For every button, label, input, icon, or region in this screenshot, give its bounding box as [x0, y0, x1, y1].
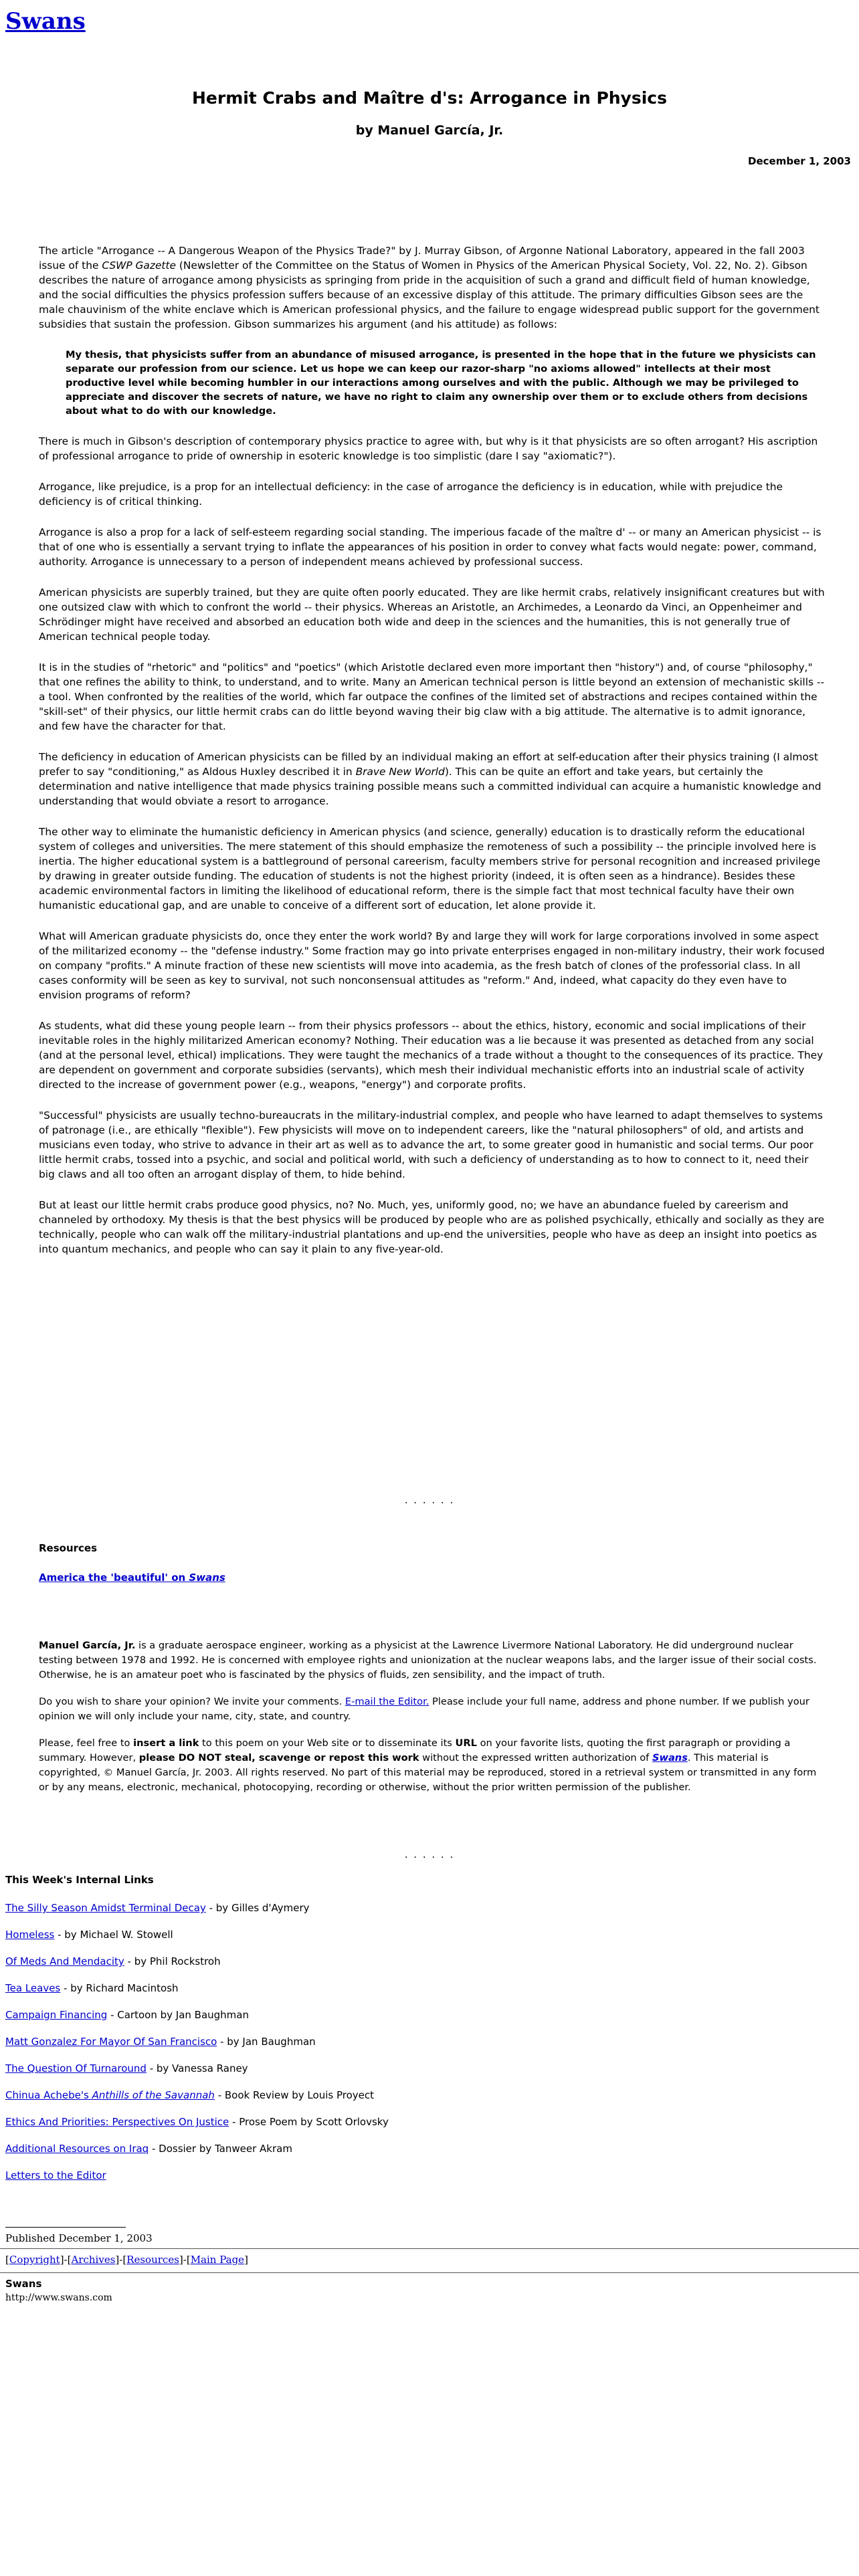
byline: by Manuel García, Jr.	[355, 123, 504, 138]
internal-link[interactable]: Tea Leaves	[5, 1982, 61, 1994]
paragraph-6: It is in the studies of "rhetoric" and "politics" and "poetics" (which Aristotle declared even more important then "history") and, of course "philosophy," that one refines the ability to think, to understand, and to write. Many an American technical person is little beyond an extension of mechanistic skills -- a tool. When confronted by the realities of the world, which far outpace the confines of the limited set of abstractions and recipes contained within the "skill-set" of their physics, our little hermit crabs can do little beyond waving their big claw with a big attitude. The alternative is to admit ignorance, and few have the character for that.	[39, 661, 825, 732]
footer-link-main-page[interactable]: Main Page	[190, 2254, 245, 2266]
author-name: Manuel García, Jr.	[39, 1640, 136, 1651]
author-bio: Manuel García, Jr. is a graduate aerospace engineer, working as a physicist at the Lawrence Livermore National Laboratory. He did underground nuclear testing between 1978 and 1992. He is concerned with employee rights and unionization at the nuclear weapons labs, and the larger issue of their social costs. Otherwise, he is an amateur poet who is fascinated by the physics of fluids, zen sensibility, and the impact of truth.	[39, 1640, 817, 1681]
resource-link[interactable]: America the 'beautiful' on Swans	[39, 1572, 225, 1584]
internal-link[interactable]: Letters to the Editor	[5, 2169, 106, 2181]
paragraph-11: "Successful" physicists are usually techno-bureaucrats in the military-industrial complex, and people who have learned to adapt themselves to systems of patronage (i.e., are ethically "flexible"). Few physicists will move on to independent careers, like the "natural philosophers" of old, and artists and musicians even today, who strive to advance in their art as well as to advance the art, to some greater good in humanistic and social terms. Our poor little hermit crabs, tossed into a psychic, and social and political world, with such a deficiency of understanding as to how to connect to it, need their big claws and all too often an arrogant display of them, to hide behind.	[39, 1109, 823, 1180]
paragraph-10: As students, what did these young people learn -- from their physics professors -- about the ethics, history, economic and social implications of their inevitable roles in the highly militarized American economy? Nothing. Their education was a lie because it was presented as detached from any social (and at the personal level, ethical) implications. They were taught the mechanics of a trade without a thought to the consequences of its practice. They are dependent on government and corporate subsidies (servants), which mesh their individual mechanistic efforts into an industrial scale of activity directed to the increase of government power (e.g., weapons, "energy") and corporate profits.	[39, 1020, 824, 1091]
paragraph-1: The article "Arrogance -- A Dangerous Weapon of the Physics Trade?" by J. Murray Gibson, of Argonne National Laboratory, appeared in the fall 2003 issue of the CSWP Gazette (Newsletter of the Committee on the Status of Women in Physics of the American Physical Society, Vol. 22, No. 2). Gibson describes the nature of arrogance among physicists as springing from pride in the acquisition of such a grand and difficult field of human knowledge, and the social difficulties the physics profession suffers because of an excessive display of this attitude. The primary difficulties Gibson sees are the male chauvinism of the white enclave which is American professional physics, and the failure to engage widespread public support for the government subsidies that sustain the profession. Gibson summarizes his argument (and his attitude) as follows:	[39, 245, 820, 330]
paragraph-3: Arrogance, like prejudice, is a prop for an intellectual deficiency: in the case of arrogance the deficiency is in education, while with prejudice the deficiency is of critical thinking.	[39, 481, 783, 508]
list-item	[5, 2168, 389, 2195]
divider	[0, 2248, 859, 2249]
list-item: Ethics And Priorities: Perspectives On Justice - Prose Poem by Scott Orlovsky	[5, 2116, 389, 2128]
list-item: Matt Gonzalez For Mayor Of San Francisco - by Jan Baughman	[5, 2036, 316, 2048]
gazette-title: CSWP Gazette	[102, 259, 176, 272]
internal-link[interactable]: The Question Of Turnaround	[5, 2062, 147, 2074]
list-item: Campaign Financing - Cartoon by Jan Baughman	[5, 2009, 249, 2021]
internal-link[interactable]: Campaign Financing	[5, 2009, 108, 2021]
paragraph-12: But at least our little hermit crabs produce good physics, no? No. Much, yes, uniformly good, no; we have an abundance fueled by careerism and channeled by orthodoxy. My thesis is that the best physics will be produced by people who are as polished psychically, ethically and socially as they are technically, people who can walk off the military-industrial plantations and up-end the universities, people who have as deep an insight into poetics as into quantum mechanics, and people who can say it plain to any five-year-old.	[39, 1199, 825, 1255]
footer-link-copyright[interactable]: Copyright	[9, 2254, 60, 2266]
internal-link[interactable]: The Silly Season Amidst Terminal Decay	[5, 1902, 206, 1914]
internal-links-list	[5, 1901, 389, 2195]
internal-links-heading: This Week's Internal Links	[5, 1874, 154, 1886]
article-title: Hermit Crabs and Maître d's: Arrogance in Physics	[191, 88, 668, 108]
footer-link-resources[interactable]: Resources	[126, 2254, 179, 2266]
internal-link[interactable]: Matt Gonzalez For Mayor Of San Francisco	[5, 2036, 217, 2048]
paragraph-5: American physicists are superbly trained, but they are quite often poorly educated. They are like hermit crabs, relatively insignificant creatures but with one outsized claw with which to confront the world -- their physics. Whereas an Aristotle, an Archimedes, a Leonardo da Vinci, an Oppenheimer and Schrödinger might have received and absorbed an education both wide and deep in the sciences and the humanities, this is not generally true of American technical people today.	[39, 586, 825, 643]
email-editor-link[interactable]: E-mail the Editor.	[345, 1696, 430, 1707]
published-date: Published December 1, 2003	[5, 2232, 153, 2244]
block-quote: My thesis, that physicists suffer from an abundance of misused arrogance, is presented in the hope that in the future we physicists can separate our profession from our science. Let us hope we can keep our razor-sharp "no axioms allowed" intellects at their most productive level while becoming humbler in our interactions among ourselves and with the public. Although we may be privileged to appreciate and discover the secrets of nature, we have no right to claim any ownership over them or to exclude others from decisions about what to do with our knowledge.	[66, 349, 816, 417]
section-separator-2: . . . . . .	[404, 1848, 455, 1860]
list-item: Homeless - by Michael W. Stowell	[5, 1929, 173, 1941]
footer-url: http://www.swans.com	[5, 2292, 112, 2303]
internal-link[interactable]: Of Meds And Mendacity	[5, 1955, 124, 1967]
paragraph-8: The other way to eliminate the humanistic deficiency in American physics (and science, generally) education is to drastically reform the educational system of colleges and universities. The mere statement of this should emphasize the remoteness of such a possibility -- the principle involved here is inertia. The higher educational system is a battleground of personal careerism, faculty members strive for personal recognition and increased privilege by drawing in greater outside funding. The education of students is not the highest priority (indeed, it is often seen as a hindrance). Besides these academic environmental factors in limiting the likelihood of educational reform, there is the simple fact that most technical faculty have their own humanistic educational gap, and are unable to conceive of a different sort of education, let alone provide it.	[39, 826, 821, 911]
list-item: Of Meds And Mendacity - by Phil Rockstroh	[5, 1955, 221, 1967]
author-info	[39, 1638, 825, 1807]
internal-link[interactable]: Homeless	[5, 1929, 55, 1941]
list-item: Tea Leaves - by Richard Macintosh	[5, 1982, 179, 1994]
internal-link[interactable]: Additional Resources on Iraq	[5, 2143, 149, 2155]
list-item: The Silly Season Amidst Terminal Decay - by Gilles d'Aymery	[5, 1902, 310, 1914]
internal-link[interactable]: Chinua Achebe's Anthills of the Savannah	[5, 2089, 215, 2101]
paragraph-9: What will American graduate physicists do, once they enter the work world? By and large they will work for large corporations involved in some aspect of the militarized economy -- the "defense industry." Some fraction may go into private enterprises engaged in non-military industry, their work focused on company "profits." A minute fraction of these new scientists will move into academia, as the fresh batch of clones of the professorial class. In all cases conformity will be seen as key to survival, not such nonconsensual attitudes as "reform." And, indeed, what capacity do they even have to envision programs of reform?	[39, 930, 825, 1001]
footer-link-archives[interactable]: Archives	[71, 2254, 116, 2266]
section-separator: . . . . . .	[404, 1494, 455, 1506]
list-item: Chinua Achebe's Anthills of the Savannah - Book Review by Louis Proyect	[5, 2089, 374, 2101]
list-item: Additional Resources on Iraq - Dossier by Tanweer Akram	[5, 2143, 292, 2155]
list-item: The Question Of Turnaround - by Vanessa Raney	[5, 2062, 248, 2074]
publication-date: December 1, 2003	[748, 155, 851, 167]
book-title: Brave New World	[355, 766, 445, 778]
rights-notice: Please, feel free to insert a link to this poem on your Web site or to disseminate its URL on your favorite lists, quoting the first paragraph or providing a summary. However, please DO NOT steal, scavenge or repost this work without the expressed written authorization of Swans. This material is copyrighted, © Manuel García, Jr. 2003. All rights reserved. No part of this material may be reproduced, stored in a retrieval system or transmitted in any form or by any means, electronic, mechanical, photocopying, recording or otherwise, without the prior written permission of the publisher.	[39, 1737, 817, 1793]
article-body	[39, 243, 825, 1273]
paragraph-2: There is much in Gibson's description of contemporary physics practice to agree with, but why is it that physicists are so often arrogant? His ascription of professional arrogance to pride of ownership in esoteric knowledge is too simplistic (dare I say "axiomatic?").	[39, 435, 818, 462]
footer-nav: [Copyright]-[Archives]-[Resources]-[Main Page]	[5, 2254, 248, 2266]
divider-2	[0, 2272, 859, 2273]
paragraph-7: The deficiency in education of American physicists can be filled by an individual making an effort at self-education after their physics training (I almost prefer to say "conditioning," as Aldous Huxley described it in Brave New World). This can be quite an effort and take years, but certainly the determination and native intelligence that made physics training possible means such a committed individual can acquire a humanistic knowledge and understanding that would obviate a resort to arrogance.	[39, 751, 822, 807]
site-logo-link[interactable]: Swans	[5, 8, 86, 35]
share-opinion: Do you wish to share your opinion? We invite your comments. E-mail the Editor. Please include your full name, address and phone number. If we publish your opinion we will only include your name, city, state, and country.	[39, 1696, 809, 1722]
resources-heading: Resources	[39, 1542, 98, 1554]
divider-short	[5, 2227, 126, 2228]
internal-link[interactable]: Ethics And Priorities: Perspectives On Justice	[5, 2116, 229, 2128]
footer-brand: Swans	[5, 2278, 42, 2290]
paragraph-4: Arrogance is also a prop for a lack of self-esteem regarding social standing. The imperious facade of the maître d' -- or many an American physicist -- is that of one who is essentially a servant trying to inflate the appearances of his position in order to convey what facts would negate: power, command, authority. Arrogance is unnecessary to a person of independent means achieved by professional success.	[39, 526, 822, 568]
resource-item	[39, 1572, 225, 1584]
swans-link[interactable]: Swans	[652, 1752, 688, 1763]
site-logo	[5, 8, 86, 35]
